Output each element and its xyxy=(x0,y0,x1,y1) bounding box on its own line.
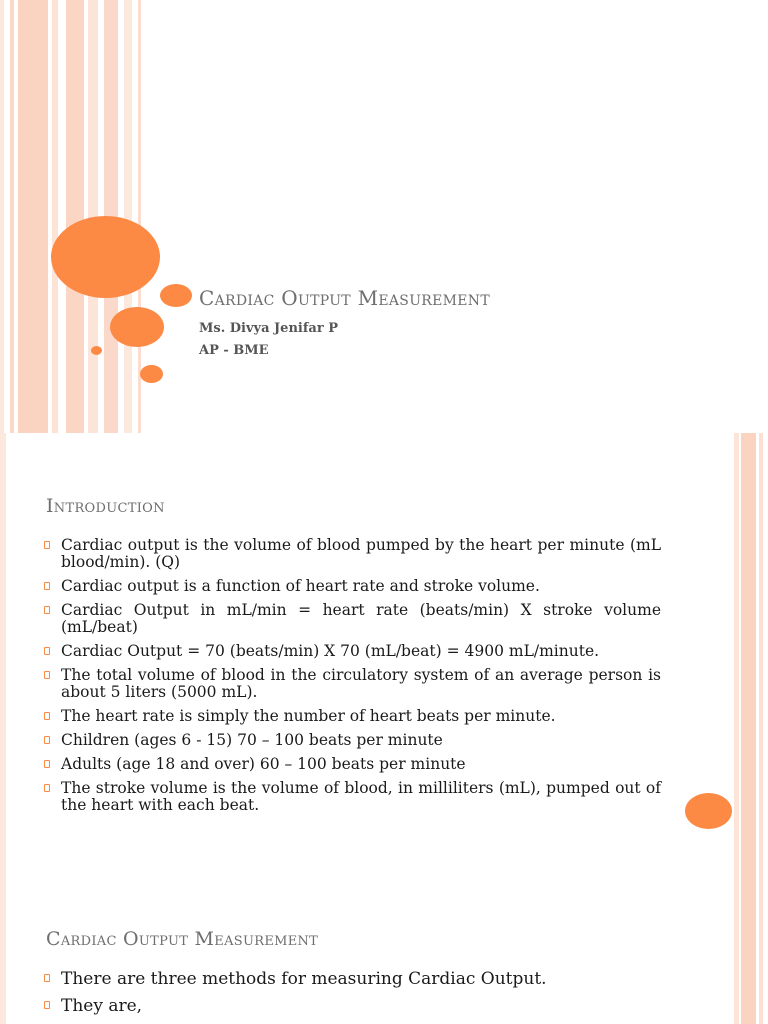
decorative-stripe xyxy=(124,0,132,433)
decorative-circle-icon xyxy=(140,365,163,383)
methods-bullet-list xyxy=(44,970,661,1024)
decorative-circle-icon xyxy=(91,346,102,355)
list-item xyxy=(44,667,661,701)
bullet-text: Cardiac Output = 70 (beats/min) X 70 (mL/beat) = 4900 mL/minute. xyxy=(61,642,600,660)
decorative-circle-icon xyxy=(51,216,160,298)
hollow-square-bullet-icon xyxy=(44,606,50,614)
list-item xyxy=(44,756,661,773)
hollow-square-bullet-icon xyxy=(44,582,50,590)
decorative-stripe xyxy=(18,0,48,433)
list-item xyxy=(44,732,661,749)
hollow-square-bullet-icon xyxy=(44,760,50,768)
hollow-square-bullet-icon xyxy=(44,712,50,720)
slide-title: Cardiac Output Measurement xyxy=(199,286,490,310)
list-item xyxy=(44,643,661,660)
decorative-circle-icon xyxy=(160,284,192,307)
bullet-text: Cardiac output is the volume of blood pumped by the heart per minute (mL blood/min). (Q) xyxy=(61,536,661,571)
hollow-square-bullet-icon xyxy=(44,784,50,792)
bullet-text: Adults (age 18 and over) 60 – 100 beats per minute xyxy=(61,755,466,773)
decorative-stripe xyxy=(734,433,739,1024)
hollow-square-bullet-icon xyxy=(44,671,50,679)
introduction-bullet-list xyxy=(44,537,661,821)
list-item xyxy=(44,997,661,1016)
hollow-square-bullet-icon xyxy=(44,736,50,744)
introduction-heading: Introduction xyxy=(46,495,165,517)
bullet-text: Children (ages 6 - 15) 70 – 100 beats per minute xyxy=(61,731,443,749)
decorative-stripe xyxy=(741,433,756,1024)
decorative-circle-icon xyxy=(110,307,164,347)
list-item xyxy=(44,602,661,636)
decorative-stripe xyxy=(138,0,141,433)
bullet-text: The heart rate is simply the number of heart beats per minute. xyxy=(61,707,556,725)
list-item xyxy=(44,780,661,814)
list-item xyxy=(44,708,661,725)
decorative-stripe xyxy=(66,0,84,433)
bullet-text: Cardiac Output in mL/min = heart rate (beats/min) X stroke volume (mL/beat) xyxy=(61,601,661,636)
decorative-stripe xyxy=(52,0,58,433)
decorative-stripe xyxy=(0,0,4,433)
author-designation: AP - BME xyxy=(199,343,269,358)
title-slide xyxy=(0,0,768,433)
decorative-stripe xyxy=(0,433,6,1024)
bullet-text: They are, xyxy=(61,996,143,1016)
list-item xyxy=(44,537,661,571)
hollow-square-bullet-icon xyxy=(44,974,50,982)
content-slides xyxy=(0,433,768,1024)
bullet-text: Cardiac output is a function of heart rate and stroke volume. xyxy=(61,577,540,595)
hollow-square-bullet-icon xyxy=(44,647,50,655)
author-block xyxy=(199,318,338,362)
bullet-text: There are three methods for measuring Cardiac Output. xyxy=(61,969,547,989)
author-name: Ms. Divya Jenifar P xyxy=(199,321,339,336)
bullet-text: The total volume of blood in the circulatory system of an average person is about 5 liters (5000 mL). xyxy=(61,666,661,701)
list-item xyxy=(44,970,661,989)
hollow-square-bullet-icon xyxy=(44,541,50,549)
hollow-square-bullet-icon xyxy=(44,1001,50,1009)
list-item xyxy=(44,578,661,595)
bullet-text: The stroke volume is the volume of blood, in milliliters (mL), pumped out of the heart with each beat. xyxy=(61,779,661,814)
decorative-stripe xyxy=(10,0,14,433)
decorative-circle-icon xyxy=(685,793,732,829)
decorative-stripe xyxy=(759,433,763,1024)
cardiac-output-measurement-heading: Cardiac Output Measurement xyxy=(46,928,319,950)
